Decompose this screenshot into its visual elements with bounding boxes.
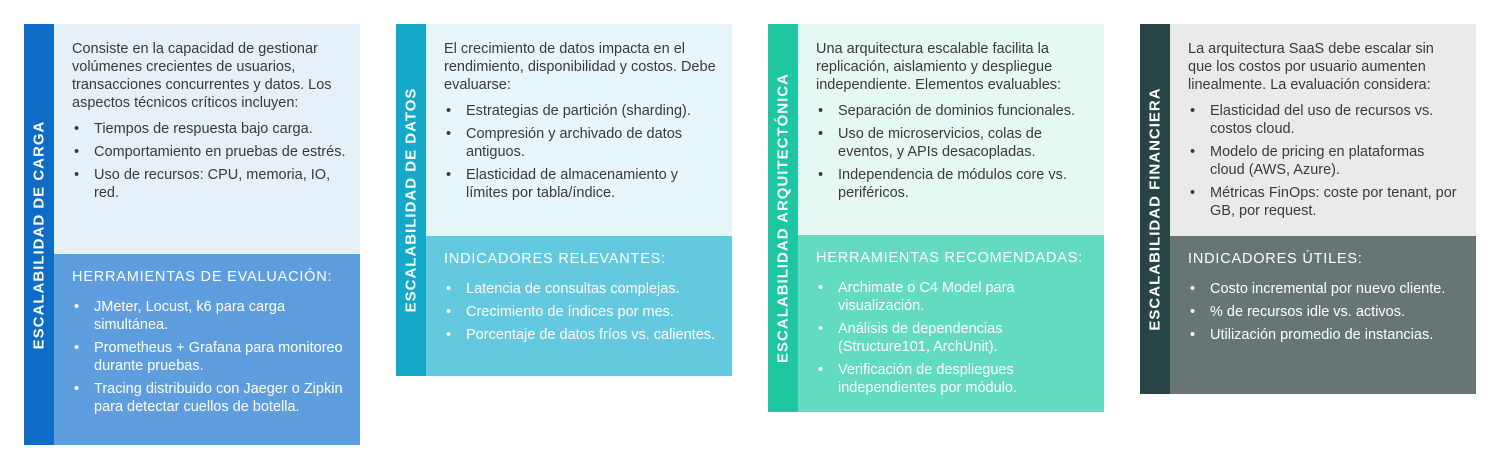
section-list — [72, 298, 346, 416]
section-title: HERRAMIENTAS DE EVALUACIÓN: — [72, 269, 333, 285]
list-item: • Compresión y archivado de datos antiguos. — [444, 125, 718, 161]
card-escalabilidad-financiera — [1140, 24, 1476, 394]
card-bottom-section — [54, 254, 360, 445]
list-item: • Verificación de despliegues independientes por módulo. — [816, 361, 1090, 397]
card-side-bar — [1140, 24, 1170, 394]
list-item: • % de recursos idle vs. activos. — [1188, 303, 1462, 321]
card-title: ESCALABILIDAD ARQUITECTÓNICA — [774, 73, 792, 363]
card-escalabilidad-carga — [24, 24, 360, 445]
list-item: • Costo incremental por nuevo cliente. — [1188, 280, 1462, 298]
section-list — [816, 279, 1090, 397]
card-intro: Una arquitectura escalable facilita la replicación, aislamiento y despliegue independiente. Elementos evaluables: — [816, 41, 1062, 93]
card-intro: La arquitectura SaaS debe escalar sin que los costos por usuario aumenten linealmente. La evaluación considera: — [1188, 41, 1434, 93]
list-item: • Comportamiento en pruebas de estrés. — [72, 143, 346, 161]
card-top-section — [426, 24, 732, 236]
card-side-bar — [768, 24, 798, 412]
list-item: • Latencia de consultas complejas. — [444, 280, 718, 298]
list-item: • Crecimiento de índices por mes. — [444, 303, 718, 321]
list-item: • Tiempos de respuesta bajo carga. — [72, 120, 346, 138]
card-top-section — [798, 24, 1104, 235]
list-item: • Elasticidad de almacenamiento y límites por tabla/índice. — [444, 166, 718, 202]
card-title: ESCALABILIDAD FINANCIERA — [1146, 87, 1164, 331]
list-item: • Independencia de módulos core vs. periféricos. — [816, 166, 1090, 202]
list-item: • Métricas FinOps: coste por tenant, por GB, por request. — [1188, 184, 1462, 220]
card-title: ESCALABILIDAD DE DATOS — [402, 87, 420, 313]
list-item: • Tracing distribuido con Jaeger o Zipkin para detectar cuellos de botella. — [72, 380, 346, 416]
list-item: • Prometheus + Grafana para monitoreo durante pruebas. — [72, 339, 346, 375]
card-side-bar — [396, 24, 426, 376]
list-item: • Modelo de pricing en plataformas cloud (AWS, Azure). — [1188, 143, 1462, 179]
list-item: • Uso de recursos: CPU, memoria, IO, red. — [72, 166, 346, 202]
section-list — [1188, 280, 1462, 344]
card-title: ESCALABILIDAD DE CARGA — [30, 120, 48, 349]
section-title: INDICADORES RELEVANTES: — [444, 251, 666, 267]
card-top-section — [54, 24, 360, 254]
list-item: • Separación de dominios funcionales. — [816, 102, 1090, 120]
card-escalabilidad-datos — [396, 24, 732, 376]
list-item: • Archimate o C4 Model para visualización. — [816, 279, 1090, 315]
list-item: • Análisis de dependencias (Structure101, ArchUnit). — [816, 320, 1090, 356]
card-intro: El crecimiento de datos impacta en el rendimiento, disponibilidad y costos. Debe evaluarse: — [444, 41, 716, 93]
list-item: • JMeter, Locust, k6 para carga simultánea. — [72, 298, 346, 334]
list-item: • Elasticidad del uso de recursos vs. costos cloud. — [1188, 102, 1462, 138]
card-list — [72, 120, 346, 202]
card-intro: Consiste en la capacidad de gestionar volúmenes crecientes de usuarios, transacciones concurrentes y datos. Los aspectos técnicos críticos incluyen: — [72, 41, 332, 111]
card-bottom-section — [798, 235, 1104, 412]
list-item: • Utilización promedio de instancias. — [1188, 326, 1462, 344]
section-list — [444, 280, 718, 344]
card-bottom-section — [1170, 236, 1476, 394]
list-item: • Uso de microservicios, colas de eventos, y APIs desacopladas. — [816, 125, 1090, 161]
card-list — [816, 102, 1090, 202]
section-title: HERRAMIENTAS RECOMENDADAS: — [816, 250, 1084, 266]
section-title: INDICADORES ÚTILES: — [1188, 251, 1363, 267]
card-list — [1188, 102, 1462, 220]
card-bottom-section — [426, 236, 732, 376]
card-escalabilidad-arquitectonica — [768, 24, 1104, 412]
list-item: • Estrategias de partición (sharding). — [444, 102, 718, 120]
card-list — [444, 102, 718, 202]
list-item: • Porcentaje de datos fríos vs. calientes. — [444, 326, 718, 344]
card-side-bar — [24, 24, 54, 445]
card-top-section — [1170, 24, 1476, 236]
